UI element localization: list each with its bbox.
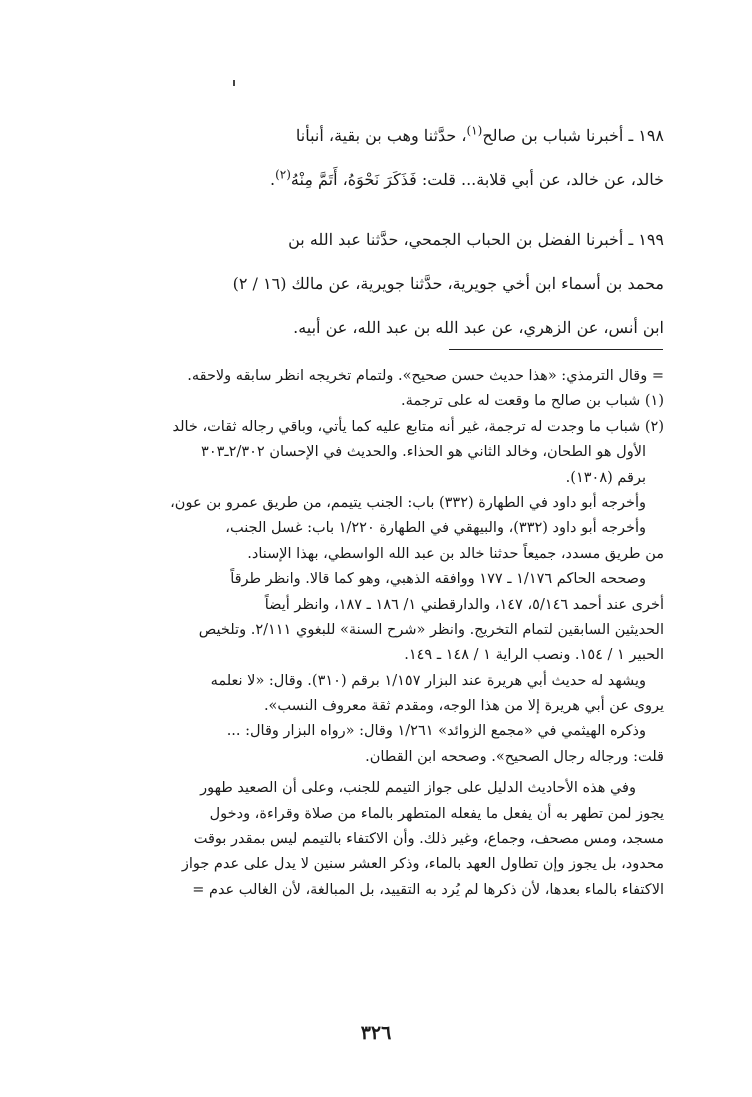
footnote-line: يجوز لمن تطهر به أن يفعل ما يفعله المتطهر بالماء من صلاة وقراءة، ودخول xyxy=(209,805,664,822)
footnote-line: الحديثين السابقين لتمام التخريج. وانظر «شرح السنة» للبغوي ٢/١١١. وتلخيص xyxy=(198,621,664,638)
footnote-line: محدود، بل يجوز وإن تطاول العهد بالماء، وذكر العشر سنين لا يدل على عدم جواز xyxy=(181,856,664,873)
main-line: ١٩٨ ـ أخبرنا شباب بن صالح$^{(١)}$، حدَّثنا وهب بن بقية، أنبأنا xyxy=(295,123,664,145)
page-number: ٣٢٦ xyxy=(360,1022,392,1044)
footnote-line: (١) شباب بن صالح ما وقعت له على ترجمة. xyxy=(400,393,664,410)
footnote-line: وفي هذه الأحاديث الدليل على جواز التيمم للجنب، وعلى أن الصعيد طهور xyxy=(200,780,636,797)
footnote-line: وصححه الحاكم ١/١٧٦ ـ ١٧٧ ووافقه الذهبي، وهو كما قالا. وانظر طرقاً xyxy=(230,571,646,588)
main-line: ابن أنس، عن الزهري، عن عبد الله بن عبد الله، عن أبيه. xyxy=(293,318,664,337)
footnote-line: أخرى عند أحمد ٥/١٤٦، ١٤٧، والدارقطني ١/ ١٨٦ ـ ١٨٧، وانظر أيضاً xyxy=(264,596,664,613)
footnote-ref-1: (١) xyxy=(466,123,483,138)
footnote-line: يروى عن أبي هريرة إلا من هذا الوجه، ومقدم ثقة معروف النسب». xyxy=(263,698,664,715)
main-line: خالد، عن خالد، عن أبي قلابة... قلت: فَذَكَرَ نَحْوَهُ، أَتَمَّ مِنْهُ$^{(٢)}$. xyxy=(269,167,664,189)
footnote-line: الحبير ١ / ١٥٤. ونصب الراية ١ / ١٤٨ ـ ١٤٩. xyxy=(404,647,664,664)
footnotes xyxy=(88,364,664,903)
footnote-line: قلت: ورجاله رجال الصحيح». وصححه ابن القطان. xyxy=(365,748,664,765)
footnote-line: = وقال الترمذي: «هذا حديث حسن صحيح». ولتمام تخريجه انظر سابقه ولاحقه. xyxy=(187,368,664,384)
footnote-divider xyxy=(449,349,663,350)
footnote-line: الاكتفاء بالماء بعدها، لأن ذكرها لم يُرد به التقييد، بل المبالغة، لأن الغالب عدم = xyxy=(192,881,664,898)
footnote-line: وأخرجه أبو داود في الطهارة (٣٣٢) باب: الجنب يتيمم، من طريق عمرو بن عون، xyxy=(170,494,646,511)
footnote-line: الأول هو الطحان، وخالد الثاني هو الحذاء. والحديث في الإحسان ٢/٣٠٢ـ٣٠٣ xyxy=(201,444,646,461)
footnote-line: مسجد، ومس مصحف، وجماع، وغير ذلك. وأن الاكتفاء بالتيمم ليس بمقدر بوقت xyxy=(193,831,664,848)
main-line: ١٩٩ ـ أخبرنا الفضل بن الحباب الجمحي، حدَّثنا عبد الله بن xyxy=(288,230,664,249)
footnote-line: وأخرجه أبو داود (٣٣٢)، والبيهقي في الطهارة ١/٢٢٠ باب: غسل الجنب، xyxy=(225,520,646,537)
main-line: محمد بن أسماء ابن أخي جويرية، حدَّثنا جويرية، عن مالك (١٦ / ٢) xyxy=(232,274,664,293)
footnote-line: (٢) شباب ما وجدت له ترجمة، غير أنه متابع عليه كما يأتي، وباقي رجاله ثقات، خالد xyxy=(172,418,664,435)
main-text xyxy=(84,114,664,350)
footnote-line: وذكره الهيثمي في «مجمع الزوائد» ١/٢٦١ وقال: «رواه البزار وقال: ... xyxy=(226,723,646,740)
footnote-line: من طريق مسدد، جميعاً حدثنا خالد بن عبد الله الواسطي، بهذا الإسناد. xyxy=(247,545,664,562)
footnote-line: ويشهد له حديث أبي هريرة عند البزار ١/١٥٧ برقم (٣١٠). وقال: «لا نعلمه xyxy=(210,672,646,689)
footnote-line: برقم (١٣٠٨). xyxy=(565,469,646,486)
ink-mark xyxy=(233,80,235,86)
footnote-ref-2: (٢) xyxy=(275,167,291,182)
